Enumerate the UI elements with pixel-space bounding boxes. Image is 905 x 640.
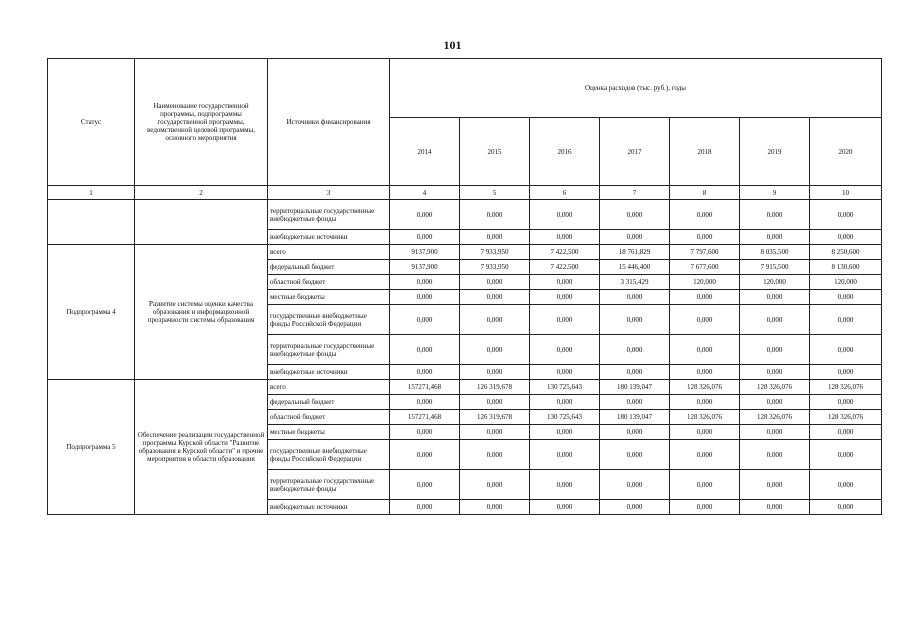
value-cell: 0,000 xyxy=(810,230,882,245)
year-header: 2017 xyxy=(600,118,670,186)
value-cell: 0,000 xyxy=(460,500,530,515)
status-cell-empty xyxy=(48,200,135,245)
value-cell: 180 139,047 xyxy=(600,410,670,425)
value-cell: 0,000 xyxy=(740,500,810,515)
value-cell: 8 130,600 xyxy=(810,260,882,275)
header-status: Статус xyxy=(48,59,135,186)
value-cell: 0,000 xyxy=(810,470,882,500)
value-cell: 180 139,047 xyxy=(600,380,670,395)
source-cell: федеральный бюджет xyxy=(268,395,390,410)
value-cell: 0,000 xyxy=(460,230,530,245)
value-cell: 0,000 xyxy=(460,335,530,365)
value-cell: 0,000 xyxy=(810,290,882,305)
value-cell: 0,000 xyxy=(530,335,600,365)
value-cell: 0,000 xyxy=(460,290,530,305)
year-header: 2019 xyxy=(740,118,810,186)
source-cell: всего xyxy=(268,380,390,395)
value-cell: 0,000 xyxy=(390,200,460,230)
value-cell: 0,000 xyxy=(530,470,600,500)
value-cell: 0,000 xyxy=(460,425,530,440)
source-cell: местные бюджеты xyxy=(268,425,390,440)
value-cell: 0,000 xyxy=(740,305,810,335)
value-cell: 0,000 xyxy=(460,200,530,230)
value-cell: 0,000 xyxy=(600,425,670,440)
year-header: 2018 xyxy=(670,118,740,186)
value-cell: 120,000 xyxy=(810,275,882,290)
value-cell: 0,000 xyxy=(670,200,740,230)
value-cell: 128 326,076 xyxy=(740,410,810,425)
value-cell: 120,000 xyxy=(670,275,740,290)
value-cell: 7 797,600 xyxy=(670,245,740,260)
source-cell: областной бюджет xyxy=(268,275,390,290)
value-cell: 9137,900 xyxy=(390,245,460,260)
year-header: 2015 xyxy=(460,118,530,186)
name-cell-empty xyxy=(135,200,268,245)
column-number: 6 xyxy=(530,186,600,200)
value-cell: 0,000 xyxy=(530,395,600,410)
value-cell: 126 319,678 xyxy=(460,410,530,425)
year-header: 2020 xyxy=(810,118,882,186)
value-cell: 130 725,643 xyxy=(530,410,600,425)
source-cell: государственные внебюджетные фонды Российской Федерации xyxy=(268,440,390,470)
value-cell: 0,000 xyxy=(390,275,460,290)
value-cell: 0,000 xyxy=(810,425,882,440)
value-cell: 0,000 xyxy=(740,335,810,365)
table-row xyxy=(48,200,882,230)
expense-table xyxy=(47,58,882,515)
value-cell: 0,000 xyxy=(740,395,810,410)
table-body xyxy=(48,200,882,515)
value-cell: 7 933,950 xyxy=(460,245,530,260)
value-cell: 0,000 xyxy=(530,305,600,335)
value-cell: 0,000 xyxy=(390,395,460,410)
source-cell: местные бюджеты xyxy=(268,290,390,305)
source-cell: государственные внебюджетные фонды Российской Федерации xyxy=(268,305,390,335)
value-cell: 0,000 xyxy=(810,395,882,410)
column-number-row xyxy=(48,186,882,200)
source-cell: территориальные государственные внебюджетные фонды xyxy=(268,470,390,500)
source-cell: территориальные государственные внебюджетные фонды xyxy=(268,335,390,365)
column-number: 4 xyxy=(390,186,460,200)
value-cell: 128 326,076 xyxy=(670,380,740,395)
value-cell: 0,000 xyxy=(460,395,530,410)
value-cell: 0,000 xyxy=(810,305,882,335)
column-number: 1 xyxy=(48,186,135,200)
value-cell: 120,000 xyxy=(740,275,810,290)
value-cell: 7 915,500 xyxy=(740,260,810,275)
value-cell: 0,000 xyxy=(670,440,740,470)
value-cell: 0,000 xyxy=(670,425,740,440)
source-cell: федеральный бюджет xyxy=(268,260,390,275)
value-cell: 126 319,678 xyxy=(460,380,530,395)
value-cell: 8 035,500 xyxy=(740,245,810,260)
value-cell: 0,000 xyxy=(600,440,670,470)
value-cell: 0,000 xyxy=(740,230,810,245)
column-number: 9 xyxy=(740,186,810,200)
value-cell: 0,000 xyxy=(390,500,460,515)
value-cell: 157271,468 xyxy=(390,410,460,425)
table-row xyxy=(48,380,882,395)
column-number: 10 xyxy=(810,186,882,200)
value-cell: 0,000 xyxy=(670,230,740,245)
value-cell: 7 422,500 xyxy=(530,245,600,260)
source-cell: территориальные государственные внебюджетные фонды xyxy=(268,200,390,230)
value-cell: 7 933,950 xyxy=(460,260,530,275)
program-status: Подпрограмма 5 xyxy=(48,380,135,515)
source-cell: всего xyxy=(268,245,390,260)
value-cell: 8 250,600 xyxy=(810,245,882,260)
header-sources: Источники финансирования xyxy=(268,59,390,186)
value-cell: 0,000 xyxy=(600,200,670,230)
source-cell: областной бюджет xyxy=(268,410,390,425)
value-cell: 0,000 xyxy=(670,335,740,365)
value-cell: 0,000 xyxy=(530,425,600,440)
program-status: Подпрограмма 4 xyxy=(48,245,135,380)
value-cell: 15 446,400 xyxy=(600,260,670,275)
value-cell: 0,000 xyxy=(600,335,670,365)
value-cell: 0,000 xyxy=(600,470,670,500)
column-number: 8 xyxy=(670,186,740,200)
value-cell: 0,000 xyxy=(740,290,810,305)
value-cell: 0,000 xyxy=(530,440,600,470)
value-cell: 0,000 xyxy=(390,425,460,440)
page-number: 101 xyxy=(443,38,462,52)
value-cell: 0,000 xyxy=(600,365,670,380)
value-cell: 0,000 xyxy=(670,470,740,500)
source-cell: внебюджетные источники xyxy=(268,230,390,245)
value-cell: 0,000 xyxy=(530,290,600,305)
value-cell: 0,000 xyxy=(530,200,600,230)
value-cell: 0,000 xyxy=(600,305,670,335)
value-cell: 0,000 xyxy=(810,440,882,470)
column-number: 5 xyxy=(460,186,530,200)
value-cell: 0,000 xyxy=(530,500,600,515)
year-header: 2016 xyxy=(530,118,600,186)
value-cell: 128 326,076 xyxy=(670,410,740,425)
value-cell: 7 677,600 xyxy=(670,260,740,275)
column-number: 7 xyxy=(600,186,670,200)
value-cell: 0,000 xyxy=(460,440,530,470)
value-cell: 7 422,500 xyxy=(530,260,600,275)
value-cell: 0,000 xyxy=(460,470,530,500)
year-header: 2014 xyxy=(390,118,460,186)
value-cell: 0,000 xyxy=(390,365,460,380)
value-cell: 0,000 xyxy=(670,395,740,410)
value-cell: 130 725,643 xyxy=(530,380,600,395)
value-cell: 0,000 xyxy=(740,440,810,470)
value-cell: 128 326,076 xyxy=(740,380,810,395)
value-cell: 0,000 xyxy=(460,305,530,335)
value-cell: 0,000 xyxy=(600,500,670,515)
program-name: Обеспечение реализации государственной программы Курской области "Развитие образования в Курской области" и прочие мероприятия в области образования xyxy=(135,380,268,515)
column-number: 2 xyxy=(135,186,268,200)
value-cell: 0,000 xyxy=(530,230,600,245)
value-cell: 0,000 xyxy=(600,290,670,305)
value-cell: 0,000 xyxy=(390,290,460,305)
value-cell: 0,000 xyxy=(740,365,810,380)
value-cell: 128 326,076 xyxy=(810,380,882,395)
value-cell: 0,000 xyxy=(390,305,460,335)
value-cell: 0,000 xyxy=(740,200,810,230)
column-number: 3 xyxy=(268,186,390,200)
value-cell: 128 326,076 xyxy=(810,410,882,425)
value-cell: 0,000 xyxy=(810,200,882,230)
value-cell: 0,000 xyxy=(810,365,882,380)
value-cell: 0,000 xyxy=(390,230,460,245)
value-cell: 0,000 xyxy=(670,305,740,335)
value-cell: 0,000 xyxy=(460,365,530,380)
value-cell: 0,000 xyxy=(530,365,600,380)
value-cell: 0,000 xyxy=(670,500,740,515)
program-name: Развитие системы оценки качества образования и информационной прозрачности системы образования xyxy=(135,245,268,380)
value-cell: 0,000 xyxy=(810,500,882,515)
value-cell: 0,000 xyxy=(530,275,600,290)
value-cell: 0,000 xyxy=(670,365,740,380)
header-estimate: Оценка расходов (тыс. руб.), годы xyxy=(390,59,882,118)
value-cell: 157271,468 xyxy=(390,380,460,395)
value-cell: 18 761,829 xyxy=(600,245,670,260)
value-cell: 0,000 xyxy=(600,395,670,410)
table-row xyxy=(48,245,882,260)
value-cell: 0,000 xyxy=(740,425,810,440)
value-cell: 0,000 xyxy=(390,470,460,500)
header-name: Наименование государственной программы, подпрограммы государственной программы, ведомственной целевой программы, основного мероприятия xyxy=(135,59,268,186)
value-cell: 9137,900 xyxy=(390,260,460,275)
value-cell: 0,000 xyxy=(810,335,882,365)
source-cell: внебюджетные источники xyxy=(268,500,390,515)
value-cell: 0,000 xyxy=(740,470,810,500)
value-cell: 0,000 xyxy=(390,440,460,470)
value-cell: 3 315,429 xyxy=(600,275,670,290)
value-cell: 0,000 xyxy=(600,230,670,245)
value-cell: 0,000 xyxy=(670,290,740,305)
source-cell: внебюджетные источники xyxy=(268,365,390,380)
value-cell: 0,000 xyxy=(390,335,460,365)
value-cell: 0,000 xyxy=(460,275,530,290)
